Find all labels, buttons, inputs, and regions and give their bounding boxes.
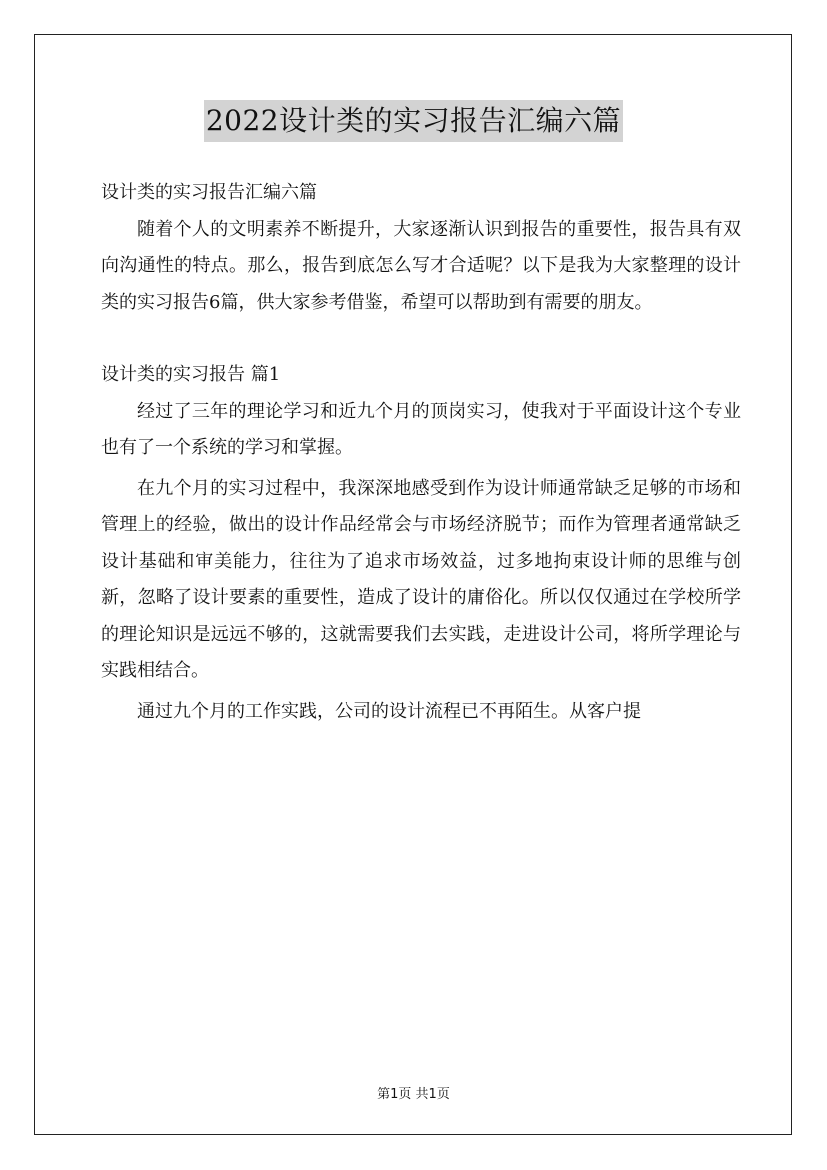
section-heading: 设计类的实习报告 篇1 <box>101 364 281 385</box>
intro-paragraph: 随着个人的文明素养不断提升，大家逐渐认识到报告的重要性，报告具有双向沟通性的特点。那么，报告到底怎么写才合适呢？以下是我为大家整理的设计类的实习报告6篇，供大家参考借鉴，希望可以帮助到有需要的朋友。 <box>101 218 741 313</box>
page-footer <box>0 1083 827 1102</box>
page-number: 第1页 共1页 <box>377 1087 450 1102</box>
document-body <box>101 175 741 730</box>
body-paragraph-1: 经过了三年的理论学习和近九个月的顶岗实习，使我对于平面设计这个专业也有了一个系统的学习和掌握。 <box>101 400 741 458</box>
body-paragraph-3: 通过九个月的工作实践，公司的设计流程已不再陌生。从客户提 <box>137 700 641 722</box>
document-title: 2022设计类的实习报告汇编六篇 <box>204 100 623 142</box>
body-paragraph-2: 在九个月的实习过程中，我深深地感受到作为设计师通常缺乏足够的市场和管理上的经验，做出的设计作品经常会与市场经济脱节；而作为管理者通常缺乏设计基础和审美能力，往往为了追求市场效益，过多地拘束设计师的思维与创新，忽略了设计要素的重要性，造成了设计的庸俗化。所以仅仅通过在学校所学的理论知识是远远不够的，这就需要我们去实践，走进设计公司，将所学理论与实践相结合。 <box>101 477 741 681</box>
document-title-block <box>0 100 827 142</box>
document-subtitle: 设计类的实习报告汇编六篇 <box>101 182 317 203</box>
section-spacer <box>101 321 741 357</box>
